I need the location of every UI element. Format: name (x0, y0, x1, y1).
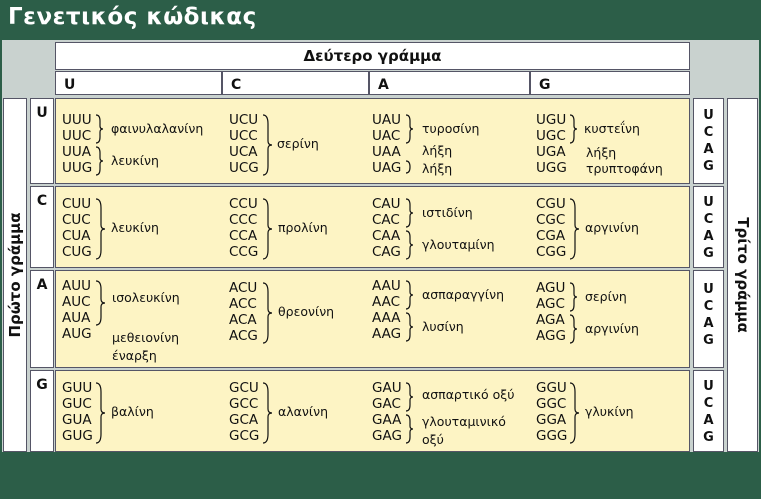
amino-acid: σερίνη (585, 289, 627, 304)
amino-acid: ισολευκίνη (112, 290, 180, 305)
amino-acid: ασπαραγγίνη (422, 287, 505, 302)
brace-icon (568, 282, 578, 316)
row-header-g: G (30, 370, 54, 452)
row-header-c: C (30, 186, 54, 268)
amino-acid: μεθειονίνη (112, 330, 180, 345)
codon-list: GUU GUC GUA GUG (62, 380, 93, 444)
third-letters-c: U C A G (693, 186, 724, 268)
amino-acid: λήξη (422, 161, 453, 176)
amino-acid: ασπαρτικό οξύ (422, 387, 515, 402)
brace-icon (94, 146, 104, 180)
amino-acid: λήξη (422, 143, 453, 158)
amino-acid: λυσίνη (422, 319, 464, 334)
codon-list: UAU UAC UAA UAG (372, 112, 402, 176)
amino-acid: γλυκίνη (585, 404, 634, 419)
first-letter-label: Πρώτο γράμμα (3, 98, 27, 452)
codon-list: AUU AUC AUA AUG (62, 278, 92, 342)
brace-icon (404, 160, 412, 178)
codon-list: AAU AAC AAA AAG (372, 278, 402, 342)
amino-acid: ιστιδίνη (422, 205, 473, 220)
amino-acid: σερίνη (277, 136, 319, 151)
amino-acid: φαινυλαλανίνη (111, 121, 204, 136)
brace-icon (404, 382, 414, 416)
row-header-u: U (30, 98, 54, 184)
brace-icon (94, 114, 104, 148)
amino-acid: τυροσίνη (422, 121, 480, 136)
brace-icon (568, 114, 578, 148)
brace-icon (94, 382, 106, 448)
amino-acid: έναρξη (112, 348, 157, 363)
codon-list: GCU GCC GCA GCG (229, 380, 260, 444)
amino-acid: θρεονίνη (278, 304, 335, 319)
codon-list: CGU CGC CGA CGG (536, 196, 567, 260)
codon-list: CCU CCC CCA CCG (229, 196, 259, 260)
third-letters-u: U C A G (693, 98, 724, 184)
amino-acid: προλίνη (278, 220, 328, 235)
brace-icon (261, 198, 273, 264)
brace-icon (94, 280, 106, 330)
amino-acid: λευκίνη (111, 153, 159, 168)
codon-list: CAU CAC CAA CAG (372, 196, 401, 260)
amino-acid: αλανίνη (278, 404, 328, 419)
third-letters-g: U C A G (693, 370, 724, 452)
codon-list: UGU UGC UGA UGG (536, 112, 567, 176)
col-header-c: C (222, 71, 369, 95)
third-letter-label: Τρίτο γράμμα (727, 98, 758, 452)
brace-icon (404, 414, 414, 448)
brace-icon (261, 382, 273, 448)
brace-icon (404, 312, 414, 346)
amino-acid: λήξη (586, 145, 617, 160)
brace-icon (404, 198, 414, 232)
row-header-a: A (30, 270, 54, 368)
brace-icon (404, 230, 414, 264)
amino-acid: αργινίνη (585, 321, 639, 336)
bottom-band (0, 452, 761, 499)
amino-acid: τρυπτοφάνη (586, 161, 663, 176)
brace-icon (261, 114, 273, 180)
brace-icon (94, 198, 106, 264)
codon-list: AGU AGC AGA AGG (536, 280, 566, 344)
third-letters-a: U C A G (693, 270, 724, 368)
codon-list: GGU GGC GGA GGG (536, 380, 568, 444)
second-letter-header: Δεύτερο γράμμα (55, 42, 690, 70)
col-header-g: G (530, 71, 690, 95)
amino-acid: γλουταμινικό (422, 414, 506, 429)
codon-list: UUU UUC UUA UUG (62, 112, 93, 176)
col-header-u: U (55, 71, 222, 95)
codon-list: GAU GAC GAA GAG (372, 380, 402, 444)
amino-acid: αργινίνη (585, 220, 639, 235)
codon-list: UCU UCC UCA UCG (229, 112, 259, 176)
brace-icon (404, 280, 414, 314)
brace-icon (261, 282, 273, 348)
amino-acid: οξύ (422, 432, 444, 447)
codon-list: ACU ACC ACA ACG (229, 280, 258, 344)
amino-acid: γλουταμίνη (422, 237, 495, 252)
codon-list: CUU CUC CUA CUG (62, 196, 92, 260)
brace-icon (568, 198, 580, 264)
brace-icon (404, 114, 414, 148)
brace-icon (568, 382, 580, 448)
page-title: Γενετικός κώδικας (8, 4, 257, 30)
amino-acid: κυστεΐνη (584, 121, 640, 136)
amino-acid: βαλίνη (111, 404, 154, 419)
col-header-a: A (369, 71, 530, 95)
amino-acid: λευκίνη (111, 220, 159, 235)
brace-icon (568, 314, 578, 348)
